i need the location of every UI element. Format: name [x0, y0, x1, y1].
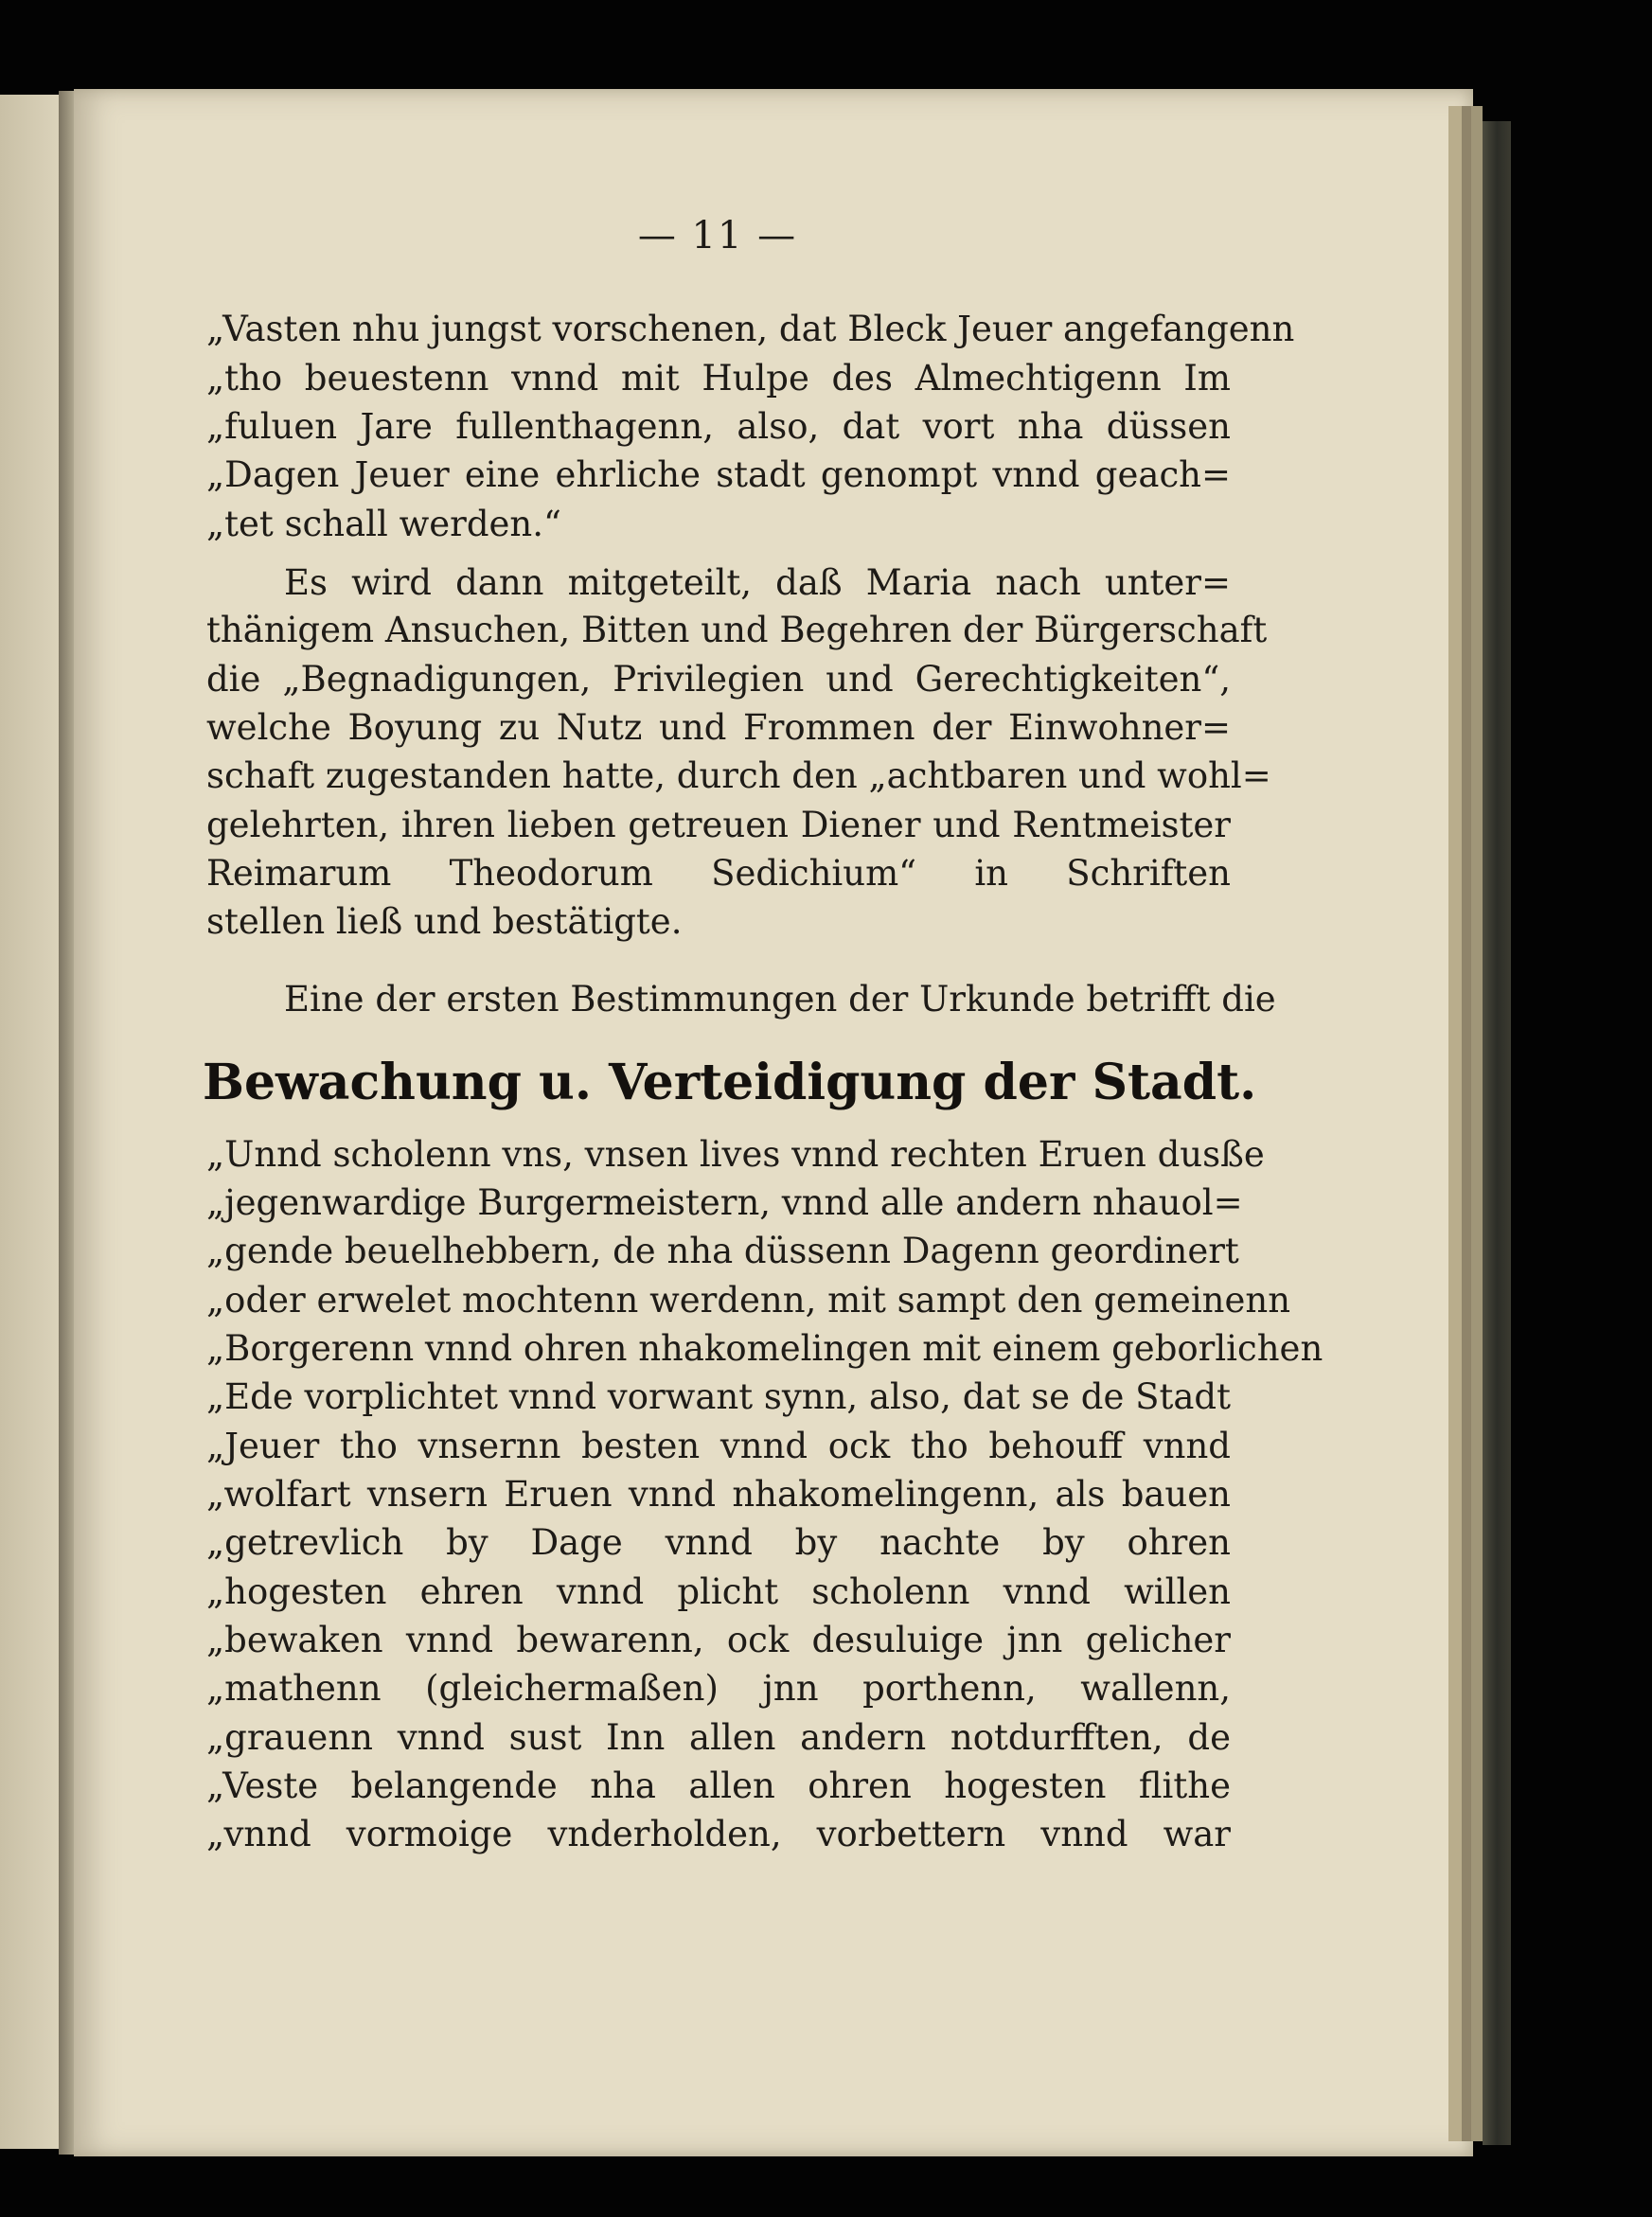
text-line: Es wird dann mitgeteilt, daß Maria nach unter=: [284, 562, 1231, 603]
text-line: Eine der ersten Bestimmungen der Urkunde betrifft die: [284, 979, 1276, 1020]
text-line: „grauenn vnnd sust Inn allen andern notdurfften, de: [206, 1717, 1231, 1758]
section-heading: Bewachung u. Verteidigung der Stadt.: [203, 1054, 1257, 1111]
text-line: „Ede vorplichtet vnnd vorwant synn, also, dat se de Stadt: [206, 1376, 1231, 1417]
page-edges: [1471, 106, 1483, 2141]
text-line: „jegenwardige Burgermeistern, vnnd alle andern nhauol=: [206, 1182, 1243, 1223]
text-line: stellen ließ und bestätigte.: [206, 901, 683, 942]
text-line: „oder erwelet mochtenn werdenn, mit sampt den gemeinenn: [206, 1280, 1291, 1321]
page-edges: [1462, 106, 1471, 2141]
left-page-edge: [0, 95, 66, 2149]
text-line: „mathenn (gleichermaßen) jnn porthenn, wallenn,: [206, 1668, 1231, 1709]
text-line: welche Boyung zu Nutz und Frommen der Einwohner=: [206, 707, 1231, 748]
text-line: „Jeuer tho vnsernn besten vnnd ock tho behouff vnnd: [206, 1426, 1231, 1466]
text-line: „getrevlich by Dage vnnd by nachte by ohren: [206, 1522, 1231, 1563]
text-line: die „Begnadigungen, Privilegien und Gerechtigkeiten“,: [206, 659, 1231, 700]
text-line: „fuluen Jare fullenthagenn, also, dat vort nha düssen: [206, 406, 1231, 447]
page-number: — 11 —: [637, 214, 798, 257]
book-cover-edge: [1483, 121, 1511, 2145]
text-line: schaft zugestanden hatte, durch den „achtbaren und wohl=: [206, 755, 1271, 796]
text-line: „gende beuelhebbern, de nha düssenn Dagenn geordinert: [206, 1231, 1239, 1271]
text-line: „Veste belangende nha allen ohren hogesten flithe: [206, 1765, 1231, 1806]
text-line: „vnnd vormoige vnderholden, vorbettern vnnd war: [206, 1814, 1231, 1854]
text-line: „Borgerenn vnnd ohren nhakomelingen mit einem geborlichen: [206, 1328, 1323, 1369]
text-line: Reimarum Theodorum Sedichium“ in Schriften: [206, 853, 1231, 894]
text-line: „Vasten nhu jungst vorschenen, dat Bleck Jeuer angefangenn: [206, 309, 1295, 349]
text-line: „bewaken vnnd bewarenn, ock desuluige jnn gelicher: [206, 1620, 1231, 1660]
text-line: „hogesten ehren vnnd plicht scholenn vnnd willen: [206, 1571, 1231, 1612]
text-line: „Unnd scholenn vns, vnsen lives vnnd rechten Eruen dusße: [206, 1134, 1265, 1175]
text-line: thänigem Ansuchen, Bitten und Begehren der Bürgerschaft: [206, 610, 1268, 650]
text-line: „wolfart vnsern Eruen vnnd nhakomelingenn, als bauen: [206, 1474, 1231, 1515]
page-edges: [1448, 106, 1462, 2141]
text-line: „Dagen Jeuer eine ehrliche stadt genompt vnnd geach=: [206, 454, 1231, 495]
text-line: gelehrten, ihren lieben getreuen Diener und Rentmeister: [206, 805, 1231, 845]
text-line: „tet schall werden.“: [206, 504, 561, 544]
text-line: „tho beuestenn vnnd mit Hulpe des Almechtigenn Im: [206, 358, 1231, 399]
